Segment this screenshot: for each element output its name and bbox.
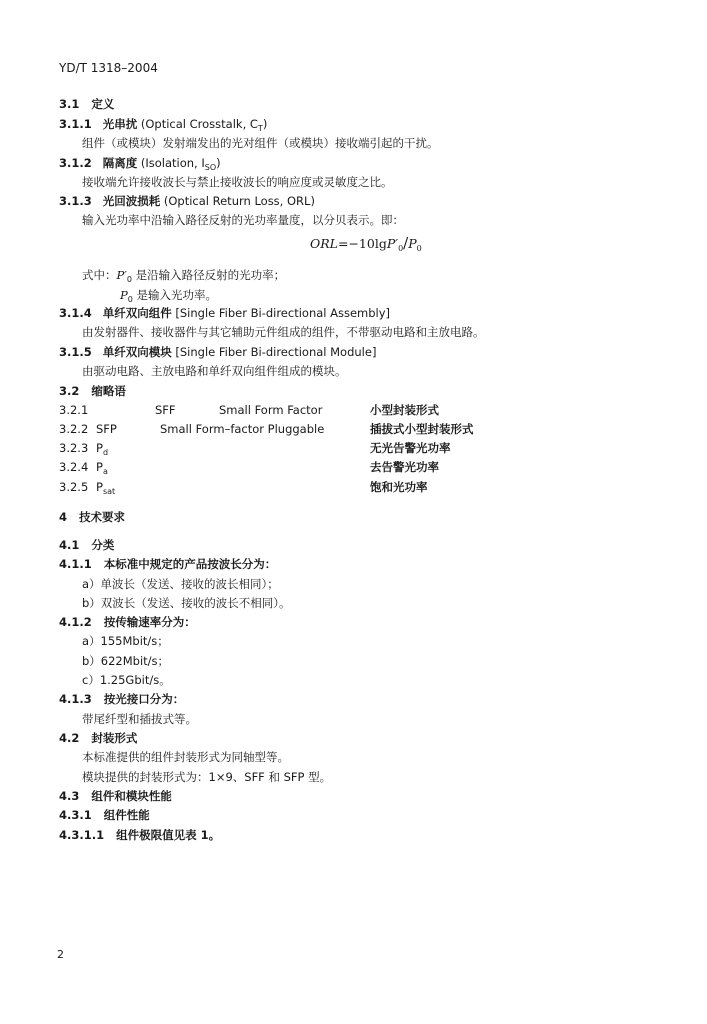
abbr-number: 3.2.1 (59, 403, 89, 417)
where-text: 是输入光功率。 (132, 288, 217, 302)
section-title: 缩略语 (91, 384, 126, 398)
section-number: 3.1.1 (59, 117, 92, 131)
abbr-chinese: 无光告警光功率 (370, 441, 451, 455)
formula-p-reflected: P′ (386, 236, 399, 251)
term-zh: 光串扰 (102, 117, 138, 131)
section-4-3-heading (59, 789, 172, 803)
section-3-1-3-heading (59, 194, 315, 208)
section-3-1-4-heading (59, 306, 390, 320)
section-4-3-1-1-heading (59, 828, 220, 842)
abbr-row (59, 403, 659, 417)
list-item: a）单波长（发送、接收的波长相同）； (82, 577, 279, 591)
definition-text: 接收端允许接收波长与禁止接收波长的响应度或灵敏度之比。 (82, 175, 393, 189)
formula-lhs: ORL (310, 236, 338, 251)
term-en: [Single Fiber Bi-directional Assembly] (175, 306, 391, 320)
abbr-code: $P_d$ (96, 441, 109, 457)
standard-code-header: YD/T 1318–2004 (59, 61, 158, 75)
section-title: 本标准中规定的产品按波长分为： (103, 557, 277, 571)
list-item: b）622Mbit/s； (82, 654, 170, 668)
definition-text: 组件（或模块）发射端发出的光对组件（或模块）接收端引起的干扰。 (82, 136, 439, 150)
abbr-chinese: 小型封装形式 (370, 403, 439, 417)
section-4-1-1-heading (59, 557, 276, 571)
section-title: 定义 (91, 97, 115, 111)
section-number: 4.1 (59, 538, 80, 552)
definition-text: 由发射器件、接收器件与其它辅助元件组成的组件，不带驱动电路和主放电路。 (82, 325, 485, 339)
section-number: 3.1.3 (59, 194, 92, 208)
where-line-2 (120, 288, 217, 307)
section-3-2-heading (59, 384, 126, 398)
section-3-1-heading (59, 97, 114, 111)
section-title: 按传输速率分为： (103, 615, 196, 629)
definition-text: 由驱动电路、主放电路和单纤双向组件组成的模块。 (82, 364, 347, 378)
term-en: (Optical Return Loss, ORL) (163, 194, 315, 208)
section-number: 3.1.4 (59, 306, 92, 320)
term-zh: 单纤双向模块 (102, 345, 172, 359)
list-item: c）1.25Gbit/s。 (82, 673, 171, 687)
section-number: 4.3 (59, 789, 80, 803)
term-en: (Optical Crosstalk, C (140, 117, 258, 131)
section-title: 技术要求 (79, 510, 126, 524)
term-en: [Single Fiber Bi-directional Module] (175, 345, 377, 359)
term-subscript: SO (204, 163, 217, 172)
where-text: 是沿输入路径反射的光功率； (131, 268, 286, 282)
section-3-1-2-heading (59, 156, 221, 175)
definition-text: 输入光功率中沿输入路径反射的光功率量度，以分贝表示。即： (82, 213, 404, 227)
abbr-row (59, 422, 659, 436)
section-number: 4.1.3 (59, 692, 92, 706)
term-zh: 隔离度 (102, 156, 138, 170)
formula-slash: / (403, 234, 409, 252)
section-title: 组件性能 (103, 808, 150, 822)
abbr-row (59, 480, 659, 494)
formula-p-input: P (408, 236, 417, 251)
section-number: 4.3.1.1 (59, 828, 105, 842)
body-text: 带尾纤型和插拔式等。 (82, 712, 197, 726)
section-4-1-heading (59, 538, 114, 552)
abbr-number: 3.2.4 (59, 460, 89, 474)
section-4-3-1-heading (59, 808, 150, 822)
list-item: b）双波长（发送、接收的波长不相同）。 (82, 596, 291, 610)
abbr-row (59, 441, 659, 455)
section-number: 3.1 (59, 97, 80, 111)
section-title: 组件和模块性能 (91, 789, 172, 803)
section-title: 按光接口分为： (103, 692, 185, 706)
section-3-1-5-heading (59, 345, 376, 359)
section-3-1-1-heading (59, 117, 267, 136)
section-title: 分类 (91, 538, 115, 552)
section-number: 4.3.1 (59, 808, 92, 822)
abbr-code: $P_a$ (96, 460, 108, 476)
section-number: 3.1.5 (59, 345, 92, 359)
abbr-row (59, 460, 659, 474)
abbr-chinese: 去告警光功率 (370, 460, 439, 474)
section-4-2-heading (59, 731, 137, 745)
section-number: 3.2 (59, 384, 80, 398)
symbol: P′ (116, 268, 127, 282)
symbol-subscript: 0 (127, 295, 133, 304)
abbr-chinese: 饱和光功率 (370, 480, 428, 494)
term-zh: 单纤双向组件 (102, 306, 172, 320)
term-zh: 光回波损耗 (102, 194, 161, 208)
section-title: 封装形式 (91, 731, 138, 745)
formula-operator: =−10lg (337, 236, 387, 251)
orl-formula (310, 234, 422, 253)
where-line-1 (82, 268, 285, 287)
formula-subscript: 0 (398, 244, 404, 253)
abbr-chinese: 插拔式小型封装形式 (370, 422, 474, 436)
where-label: 式中： (82, 268, 117, 282)
term-en: (Isolation, I (140, 156, 205, 170)
symbol: P (120, 288, 128, 302)
formula-subscript: 0 (416, 244, 422, 253)
abbr-number: 3.2.2 (59, 422, 89, 436)
list-item: a）155Mbit/s； (82, 634, 169, 648)
term-subscript: T (257, 124, 263, 133)
page-number: 2 (57, 948, 64, 961)
body-text: 本标准提供的组件封装形式为同轴型等。 (82, 750, 289, 764)
section-number: 4.2 (59, 731, 80, 745)
term-end: ) (216, 156, 221, 170)
abbr-english: Small Form Factor (219, 403, 323, 417)
body-text: 模块提供的封装形式为：1×9、SFF 和 SFP 型。 (82, 770, 332, 784)
abbr-number: 3.2.5 (59, 480, 89, 494)
section-4-1-2-heading (59, 615, 196, 629)
section-number: 4 (59, 510, 68, 524)
section-number: 3.1.2 (59, 156, 92, 170)
abbr-code: $P_{sat}$ (96, 480, 116, 496)
abbr-english: Small Form–factor Pluggable (160, 422, 325, 436)
symbol-subscript: 0 (126, 275, 132, 284)
abbr-number: 3.2.3 (59, 441, 89, 455)
term-end: ) (262, 117, 268, 131)
section-4-heading (59, 510, 125, 524)
abbr-code: SFF (155, 403, 176, 417)
abbr-code: SFP (96, 422, 117, 436)
section-title: 组件极限值见表 1。 (116, 828, 221, 842)
section-number: 4.1.2 (59, 615, 92, 629)
section-number: 4.1.1 (59, 557, 92, 571)
section-4-1-3-heading (59, 692, 184, 706)
